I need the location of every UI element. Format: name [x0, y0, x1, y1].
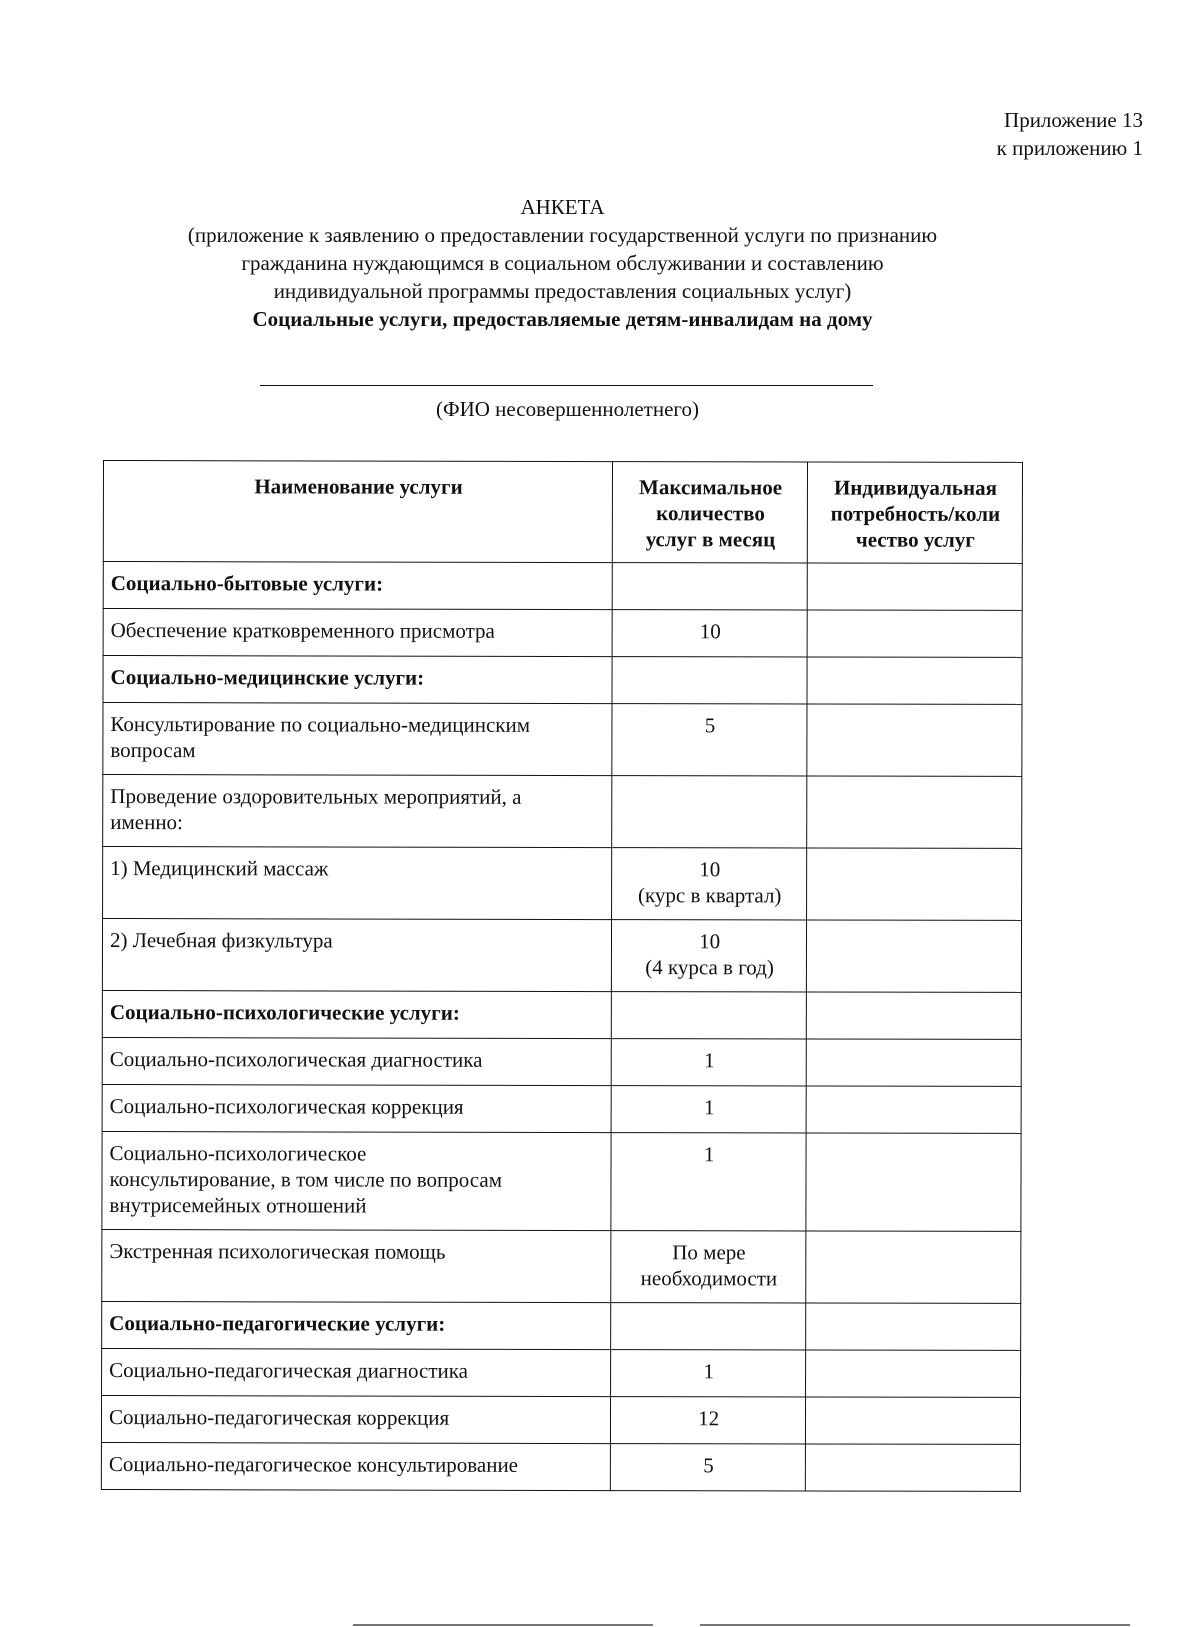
name-field-caption: (ФИО несовершеннолетнего): [436, 397, 699, 421]
services-table: [101, 460, 1023, 1492]
max-quantity-cell: [611, 992, 806, 1039]
max-quantity-cell: 5: [611, 1444, 806, 1491]
max-quantity-cell: [612, 776, 807, 848]
service-name: Социально-педагогическое консультирование: [101, 1442, 610, 1490]
scan-edge-mark: [353, 1624, 653, 1626]
document-title: АНКЕТА: [520, 195, 605, 219]
table-row: [102, 990, 1021, 1039]
max-quantity-cell: 1: [611, 1086, 806, 1133]
header-max-quantity: [612, 462, 807, 563]
table-row: [102, 1348, 1021, 1397]
name-fill-line[interactable]: [260, 385, 873, 386]
max-quantity-line-1: 10: [699, 929, 721, 954]
document-heading: [0, 193, 1125, 333]
service-name: Обеспечение кратковременного присмотра: [103, 609, 612, 657]
service-name: 1) Медицинский массаж: [103, 847, 612, 920]
service-name: Социально-педагогическая коррекция: [101, 1395, 610, 1443]
service-name: [102, 1131, 611, 1230]
header-individual-need: [807, 462, 1022, 563]
subtitle-line-2: гражданина нуждающимся в социальном обслуживании и составлению: [241, 251, 884, 275]
section-name: Социально-педагогические услуги:: [102, 1301, 611, 1349]
header-max-quantity-line-1: Максимальное: [639, 475, 783, 500]
table-row: [103, 562, 1022, 611]
max-quantity-cell: [612, 848, 807, 920]
header-individual-need-line-2: потребность/коли: [830, 501, 1001, 526]
service-name: 2) Лечебная физкультура: [102, 919, 611, 992]
table-row: [103, 847, 1022, 921]
individual-need-cell[interactable]: [807, 563, 1022, 610]
individual-need-cell[interactable]: [806, 1350, 1021, 1397]
service-name: [103, 703, 612, 776]
max-quantity-line-2: (4 курса в год): [645, 955, 774, 980]
appendix-line-2: к приложению 1: [996, 136, 1143, 160]
individual-need-cell[interactable]: [805, 1444, 1020, 1491]
max-quantity-cell: 12: [611, 1397, 806, 1444]
individual-need-cell[interactable]: [807, 848, 1022, 920]
subtitle-line-1: (приложение к заявлению о предоставлении государственной услуги по признанию: [187, 223, 938, 247]
service-name-line-3: внутрисемейных отношений: [109, 1193, 367, 1218]
appendix-line-1: Приложение 13: [1004, 108, 1143, 132]
header-individual-need-line-1: Индивидуальная: [833, 475, 997, 500]
max-quantity-cell: [611, 1303, 806, 1350]
service-name-line-1: Проведение оздоровительных мероприятий, а: [110, 784, 522, 809]
table-row: [102, 1131, 1021, 1231]
individual-need-cell[interactable]: [806, 1303, 1021, 1350]
max-quantity-cell: 1: [611, 1350, 806, 1397]
individual-need-cell[interactable]: [806, 1397, 1021, 1444]
max-quantity-cell: [612, 920, 807, 992]
individual-need-cell[interactable]: [807, 657, 1022, 704]
table-row: [103, 656, 1022, 705]
header-max-quantity-line-3: услуг в месяц: [645, 527, 776, 552]
max-quantity-line-2: (курс в квартал): [637, 883, 782, 908]
individual-need-cell[interactable]: [806, 920, 1021, 992]
service-name-line-2: именно:: [110, 810, 183, 835]
individual-need-cell[interactable]: [806, 1231, 1021, 1303]
table-row: [103, 775, 1022, 849]
table-row: [103, 609, 1022, 658]
header-service-name: Наименование услуги: [103, 461, 612, 563]
table-row: [102, 1037, 1021, 1086]
section-name: Социально-бытовые услуги:: [103, 562, 612, 610]
max-quantity-cell: 10: [612, 610, 807, 657]
table-row: [102, 1229, 1021, 1303]
max-quantity-line-1: По мере: [672, 1240, 746, 1265]
max-quantity-line-2: необходимости: [640, 1266, 778, 1291]
individual-need-cell[interactable]: [807, 776, 1022, 848]
table-header-row: [103, 461, 1022, 564]
table-row: [101, 1442, 1020, 1491]
scan-edge-mark: [700, 1624, 1130, 1626]
subtitle-line-3: индивидуальной программы предоставления социальных услуг): [273, 279, 852, 303]
max-quantity-cell: 1: [611, 1133, 806, 1231]
section-name: Социально-медицинские услуги:: [103, 656, 612, 704]
service-name: Социально-педагогическая диагностика: [102, 1348, 611, 1396]
individual-need-cell[interactable]: [807, 704, 1022, 776]
individual-need-cell[interactable]: [806, 992, 1021, 1039]
table-row: [102, 1301, 1021, 1350]
section-name: Социально-психологические услуги:: [102, 990, 611, 1038]
header-individual-need-line-3: чество услуг: [855, 527, 975, 552]
max-quantity-cell: 1: [611, 1039, 806, 1086]
table-row: [103, 703, 1022, 777]
table-row: [102, 1084, 1021, 1133]
appendix-reference: [997, 106, 1143, 162]
max-quantity-cell: [612, 563, 807, 610]
table-row: [101, 1395, 1020, 1444]
individual-need-cell[interactable]: [806, 1086, 1021, 1133]
max-quantity-cell: 5: [612, 704, 807, 776]
service-name: Социально-психологическая диагностика: [102, 1037, 611, 1085]
individual-need-cell[interactable]: [806, 1039, 1021, 1086]
service-name-line-2: консультирование, в том числе по вопросам: [109, 1167, 503, 1192]
table-row: [102, 919, 1021, 993]
service-name-line-1: Консультирование по социально-медицинским: [110, 712, 531, 737]
max-quantity-cell: [611, 1231, 806, 1303]
individual-need-cell[interactable]: [806, 1133, 1021, 1231]
service-name-line-2: вопросам: [110, 738, 196, 763]
individual-need-cell[interactable]: [807, 610, 1022, 657]
max-quantity-line-1: 10: [699, 857, 721, 882]
service-name-line-1: Социально-психологическое: [109, 1141, 367, 1166]
services-heading: Социальные услуги, предоставляемые детям-инвалидам на дому: [252, 307, 873, 331]
service-name: [103, 775, 612, 848]
header-max-quantity-line-2: количество: [656, 501, 765, 526]
service-name: Социально-психологическая коррекция: [102, 1084, 611, 1132]
max-quantity-cell: [612, 657, 807, 704]
service-name: Экстренная психологическая помощь: [102, 1229, 611, 1302]
